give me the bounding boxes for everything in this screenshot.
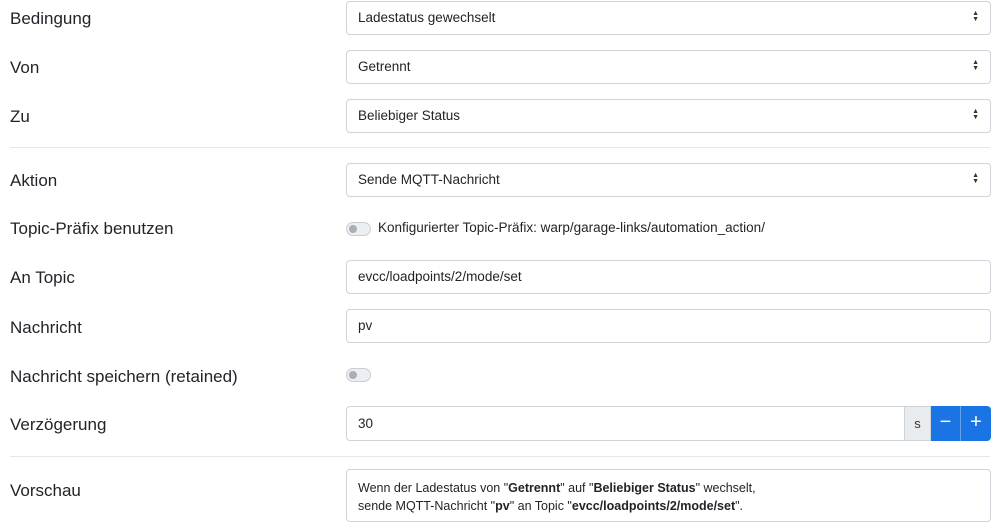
preview-to-value: Beliebiger Status [593,481,696,495]
action-select-value: Sende MQTT-Nachricht [358,172,500,187]
switch-knob [349,225,357,233]
topic-input[interactable]: evcc/loadpoints/2/mode/set [346,260,991,294]
decrement-button[interactable]: − [931,406,961,441]
to-select[interactable] [346,99,991,133]
to-select-value: Beliebiger Status [358,108,461,123]
from-select[interactable] [346,50,991,84]
message-input[interactable]: pv [346,309,991,343]
delay-input[interactable]: 30 [346,406,904,441]
from-select-value: Getrennt [358,59,411,74]
preview-topic-value: evcc/loadpoints/2/mode/set [571,499,736,513]
topic-prefix-switch[interactable] [346,222,371,236]
topic-label: An Topic [10,268,75,287]
delay-stepper [346,406,991,441]
retained-label: Nachricht speichern (retained) [10,367,238,386]
preview-text: Wenn der Ladestatus von " [358,481,509,495]
preview-text: sende MQTT-Nachricht " [358,499,496,513]
topic-prefix-label: Topic-Präfix benutzen [10,219,174,238]
condition-label: Bedingung [10,9,92,28]
message-label: Nachricht [10,318,82,337]
retained-switch[interactable] [346,368,371,382]
increment-button[interactable]: + [961,406,991,441]
preview-line-1 [358,479,979,497]
from-label: Von [10,58,40,77]
preview-label: Vorschau [10,481,81,500]
preview-line-2 [358,497,979,515]
preview-from-value: Getrennt [508,481,561,495]
delay-label: Verzögerung [10,415,107,434]
to-label: Zu [10,107,30,126]
chevron-updown-icon: ▲ ▼ [972,59,979,73]
action-select[interactable] [346,163,991,197]
switch-knob [349,371,357,379]
chevron-updown-icon: ▲ ▼ [972,10,979,24]
condition-select-value: Ladestatus gewechselt [358,10,496,25]
delay-unit: s [904,406,931,441]
divider [10,456,990,457]
preview-text: ". [735,499,744,513]
preview-message-value: pv [495,499,510,513]
chevron-updown-icon: ▲ ▼ [972,172,979,186]
condition-select[interactable] [346,1,991,35]
preview-text: " wechselt, [695,481,756,495]
topic-prefix-switch-label: Konfigurierter Topic-Präfix: warp/garage-links/automation_action/ [378,220,765,235]
preview-text: " an Topic " [509,499,572,513]
preview-box [346,469,991,522]
chevron-updown-icon: ▲ ▼ [972,108,979,122]
preview-text: " auf " [560,481,594,495]
divider [10,147,990,148]
action-label: Aktion [10,171,58,190]
